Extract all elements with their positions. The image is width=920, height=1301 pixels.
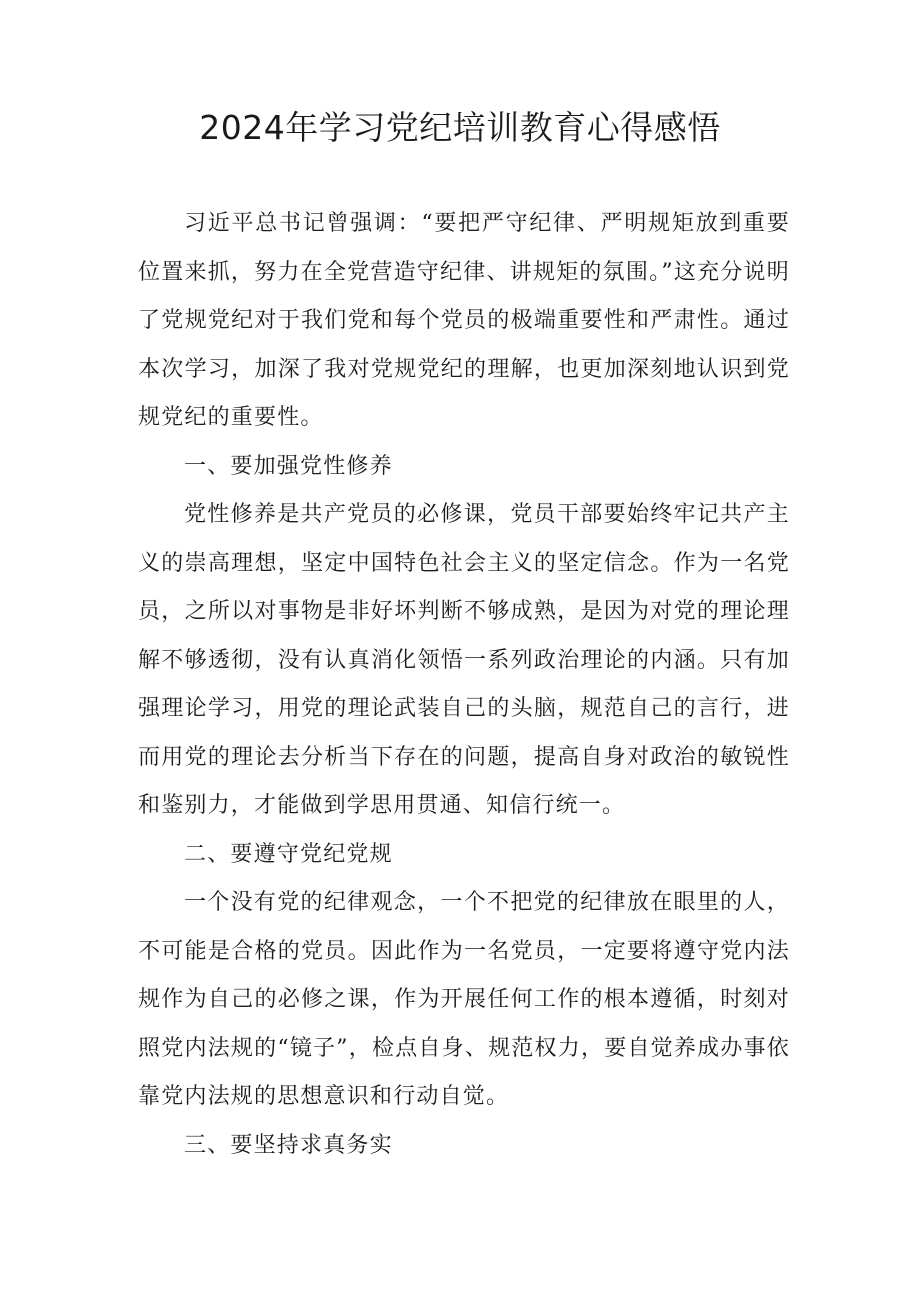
intro-paragraph: 习近平总书记曾强调：“要把严守纪律、严明规矩放到重要位置来抓，努力在全党营造守纪律、讲规矩的氛围。”这充分说明了党规党纪对于我们党和每个党员的极端重要性和严肃性。通过本次学习，加深了我对党规党纪的理解，也更加深刻地认识到党规党纪的重要性。 xyxy=(138,211,790,430)
section-2-paragraph: 一个没有党的纪律观念，一个不把党的纪律放在眼里的人，不可能是合格的党员。因此作为一名党员，一定要将遵守党内法规作为自己的必修之课，作为开展任何工作的根本遵循，时刻对照党内法规的“镜子”，检点自身、规范权力，要自觉养成办事依靠党内法规的思想意识和行动自觉。 xyxy=(138,890,790,1109)
section-1-paragraph: 党性修养是共产党员的必修课，党员干部要始终牢记共产主义的崇高理想，坚定中国特色社会主义的坚定信念。作为一名党员，之所以对事物是非好坏判断不够成熟，是因为对党的理论理解不够透彻，没有认真消化领悟一系列政治理论的内涵。只有加强理论学习，用党的理论武装自己的头脑，规范自己的言行，进而用党的理论去分析当下存在的问题，提高自身对政治的敏锐性和鉴别力，才能做到学思用贯通、知信行统一。 xyxy=(138,502,790,818)
document-body xyxy=(138,200,790,1170)
section-heading-2: 二、要遵守党纪党规 xyxy=(184,841,393,867)
section-heading-3: 三、要坚持求真务实 xyxy=(184,1132,393,1158)
section-heading-1: 一、要加强党性修养 xyxy=(184,453,393,479)
document-title: 2024年学习党纪培训教育心得感悟 xyxy=(199,108,721,147)
